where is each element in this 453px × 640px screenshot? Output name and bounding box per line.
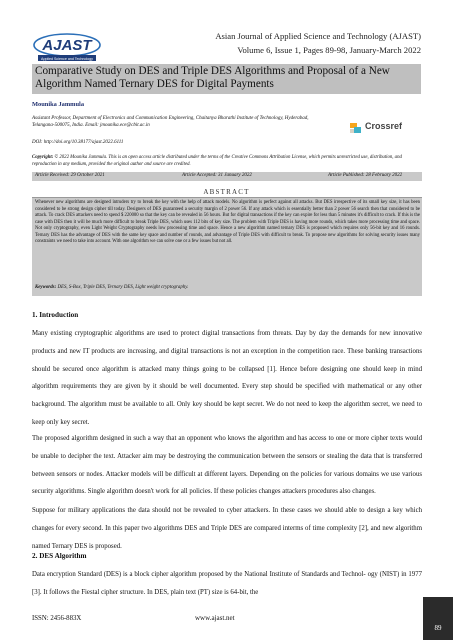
section-heading-des: 2. DES Algorithm [32,552,87,560]
logo-text: AJAST [42,37,92,54]
issue-info: Volume 6, Issue 1, Pages 89-98, January-March 2022 [237,45,421,55]
section-heading-introduction: 1. Introduction [32,311,79,319]
copyright-text: © 2022 Mounika Jammula. This is an open access article distributed under the terms of the Creative Commons Attribution License, which permits unrestricted use, distribution, and reproduction in any medium, provided the original author and source are credited. [32,155,402,167]
footer-website-link[interactable]: www.ajast.net [195,614,235,622]
journal-name: Asian Journal of Applied Science and Technology (AJAST) [215,31,421,41]
copyright-notice [32,154,422,168]
keywords-list: DES, S-Box, Triple DES, Ternary DES, Light weight cryptography. [57,285,189,290]
logo-subtext: Applied Science and Technology [41,56,93,61]
keywords [35,285,188,290]
page-number: 89 [434,624,442,632]
date-published: Article Published: 28 February 2022 [328,173,403,178]
copyright-label: Copyright: [32,155,54,160]
article-title: Comparative Study on DES and Triple DES Algorithms and Proposal of a New Algorithm Named Ternary DES for Digital Payments [35,65,390,91]
author-affiliation: Assistant Professor, Department of Electronics and Communication Engineering, Chaitanya Bharathi Institute of Technology, Hyderabad, Telangana-500075, India. Email: jmounika.ece@cbit.ac.in [32,116,309,128]
doi-link[interactable]: DOI: http://doi.org/10.38177/ajast.2022.6111 [32,140,124,145]
footer-issn: ISSN: 2456-883X [32,615,82,622]
crossref-label[interactable]: Crossref [365,121,403,131]
intro-paragraph-3: Suppose for military applications the data should not be revealed to cyber attackers. In these cases we should able to design a key which changes for every second. In this paper two algorithms DES and Triple DES are compared interms of time complexity [2], and new algorithm named Ternary DES is proposed. [32,507,422,550]
abstract-text: Whenever new algorithms are designed intruders try to break the key with the help of attack models. No algorithm is perfect against all attacks. But DES irrespective of its small key size, it has been considered to be strong design cipher till today. Designers of DES guaranteed a security margin of 2 power 56. If any attack which is essentially better than 2 power 56 search then that considered to be attack. To crack DES attackers need to spend $ 220000 so that the key can be revealed in 56 hours. But for digital transactions if the key can expire for less than 5 minutes it's difficult to crack. If this is the case with DES then it will be much more difficult to break Triple DES, which uses 112 bits of key size. The problem with Triple DES is having more rounds, which takes more processing time and space. Not only cryptography, even Light Weight Cryptography needs low processing time and space. Hence a new algorithm named ternary DES is proposed which requires only 56-bit key and 16 rounds. Ternary DES has the advantage of DES with the same key space and number of rounds, and advantage of Triple DES with difficult to break. To propose new algorithms for solving security issues many constraints we need to take into account. With one algorithm we can solve one or a few issues but not all. [35,200,420,244]
des-paragraph-1: Data encryption Standard (DES) is a block cipher algorithm proposed by the National Institute of Standards and Technol- ogy (NIST) in 1977 [3]. It follows the Fiestal cipher structure. In DES, plain text (PT) size is 64-bit, the [32,571,422,596]
journal-logo [32,30,102,62]
date-accepted: Article Accepted: 31 January 2022 [182,173,252,178]
page-number-tab [423,597,453,640]
intro-paragraph-1: Many existing cryptographic algorithms are used to protect digital transactions from threats. Day by day the demands for new innovative products and new IT products are increasing, and digital transactions is not an exception in the competition race. These banking transactions should be secured once algorithm is attacked many things going to be collapsed [1]. Hence before designing one should keep in mind algorithm requirements they are given by it should be well documented. Every step should be specified with mathematical or any other background. The algorithm must be available to all. Only key should be kept secret. We do not need to keep the algorithm secret, we need to keep only key secret. [32,330,422,426]
keywords-label: Keywords: [35,285,57,290]
date-received: Article Received: 29 October 2021 [35,173,105,178]
intro-paragraph-2: The proposed algorithm designed in such a way that an opponent who knows the algorithm and has access to one or more cipher texts would be unable to decipher the text. Attacker aim may be destroying the communication between the sensors or stealing the data that is transferred between sensors or nodes. Attacker models will be difficult at different layers. Depending on the policies for various domains we use various security algorithms. Single algorithm doesn't work for all policies. If these policies changes attackers procedures also changes. [32,435,422,496]
author-name: Mounika Jammula [32,101,85,108]
abstract-heading: ABSTRACT [203,188,250,196]
